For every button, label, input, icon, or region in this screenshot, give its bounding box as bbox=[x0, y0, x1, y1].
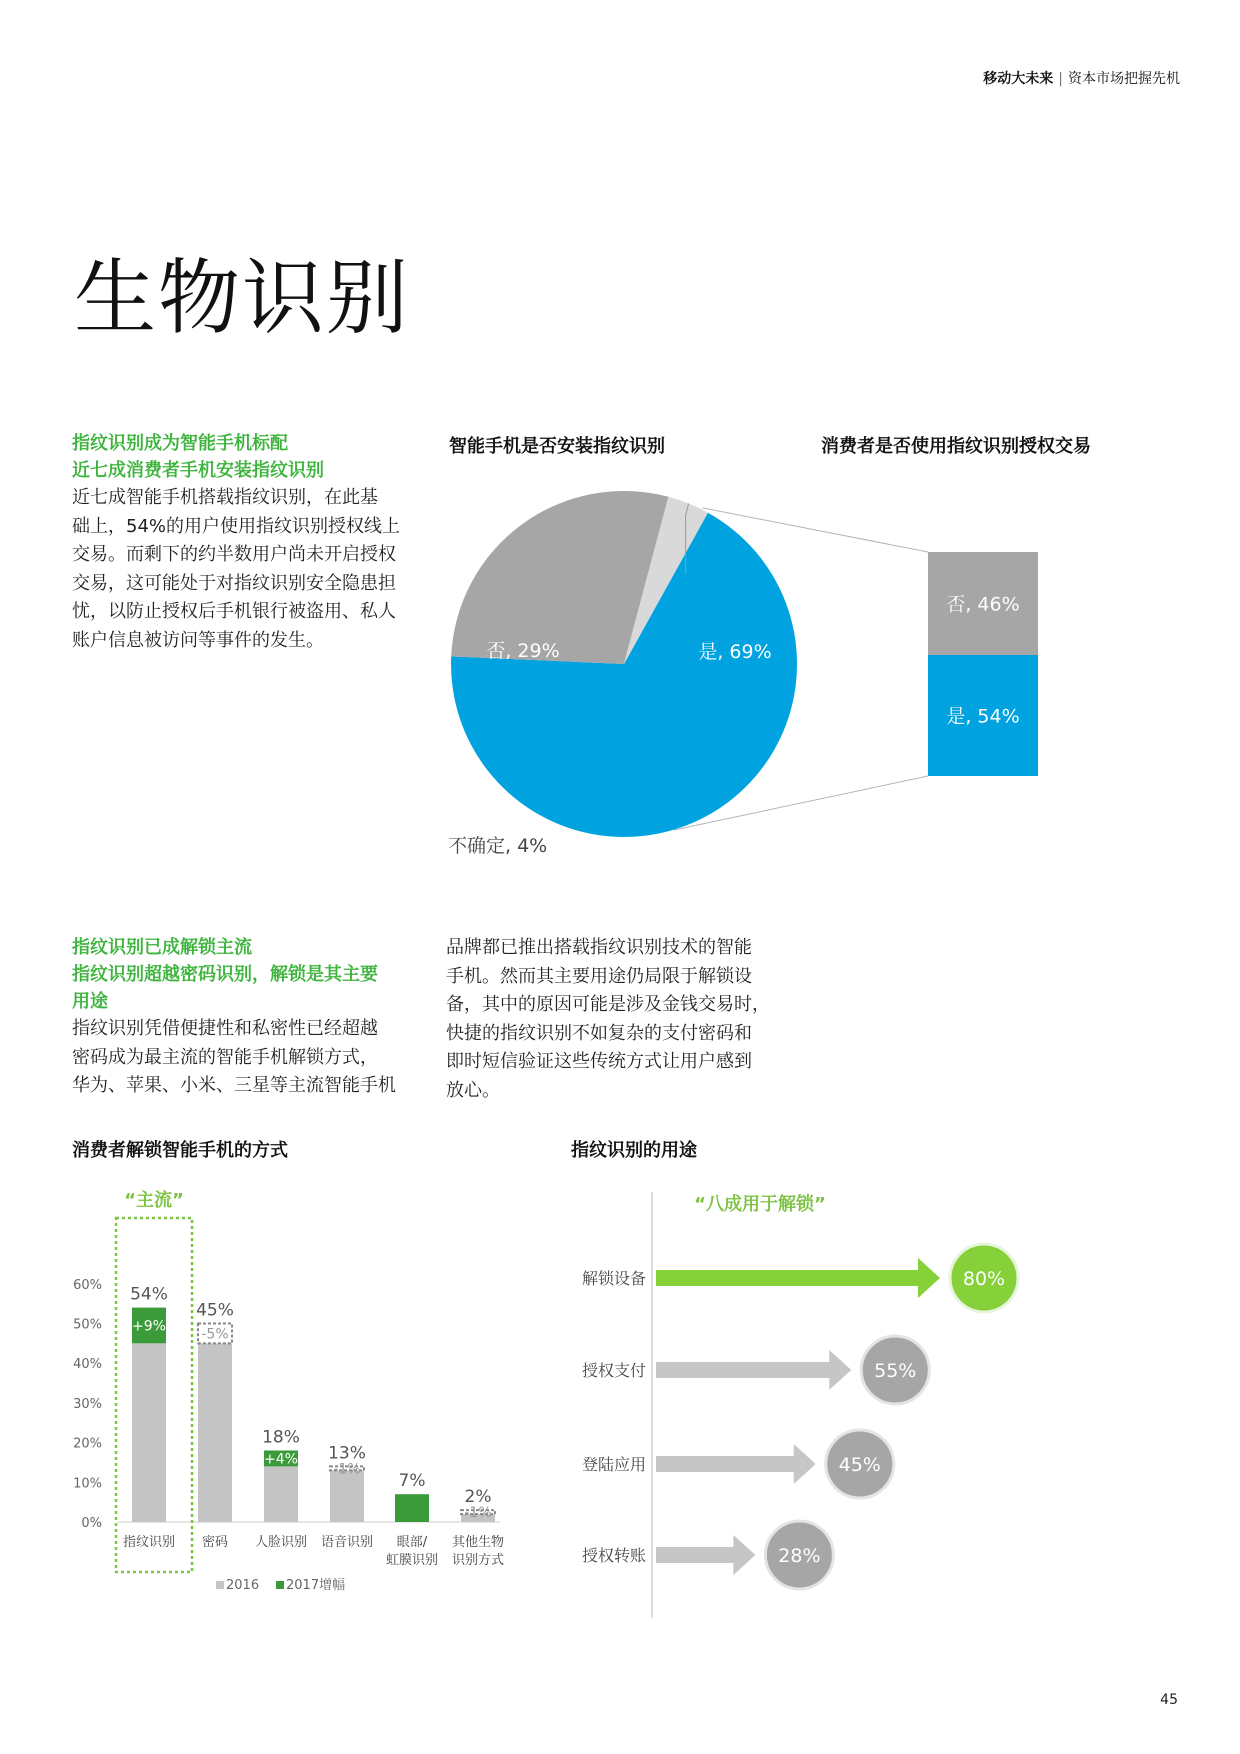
mainstream-label: “主流” bbox=[124, 1190, 184, 1211]
section2-right-line-5: 即时短信验证这些传统方式让用户感到 bbox=[446, 1051, 752, 1072]
bar-total-label: 54% bbox=[130, 1284, 168, 1305]
bar-total-label: 45% bbox=[196, 1300, 234, 1321]
stack-chart-title: 消费者是否使用指纹识别授权交易 bbox=[821, 436, 1091, 457]
section2-heading3: 用途 bbox=[72, 991, 108, 1012]
section2-left-line-2: 密码成为最主流的智能手机解锁方式， bbox=[72, 1046, 378, 1068]
bar-2016 bbox=[330, 1470, 364, 1522]
y-tick-label: 0% bbox=[81, 1516, 102, 1531]
section1-line-2: 础上，54%的用户使用指纹识别授权线上 bbox=[72, 515, 401, 537]
bar-change-label: +9% bbox=[132, 1318, 166, 1335]
section2-right-text bbox=[446, 934, 806, 1105]
section1-line-3: 交易。而剩下的约半数用户尚未开启授权 bbox=[72, 544, 396, 565]
usage-category-label: 解锁设备 bbox=[581, 1269, 646, 1288]
page-title: 生物识别 bbox=[74, 251, 411, 346]
pie-label-no: 否, 29% bbox=[486, 640, 560, 662]
bar-category-label: 其他生物 bbox=[451, 1535, 505, 1550]
y-tick-label: 60% bbox=[73, 1277, 102, 1293]
usage-arrow-chart bbox=[560, 1170, 1020, 1630]
section1-line-6: 账户信息被访问等事件的发生。 bbox=[72, 629, 324, 651]
section2-right-line-6: 放心。 bbox=[446, 1079, 500, 1101]
bar-category-label: 虹膜识别 bbox=[385, 1553, 439, 1568]
usage-value-label: 80% bbox=[962, 1268, 1006, 1290]
section1-line-5: 忧，以防止授权后手机银行被盗用、私人 bbox=[72, 601, 396, 622]
usage-highlight-label: “八成用于解锁” bbox=[694, 1194, 826, 1215]
bar-2016 bbox=[132, 1343, 166, 1522]
usage-value-label: 28% bbox=[778, 1545, 821, 1567]
pie-label-yes: 是, 69% bbox=[698, 641, 772, 663]
usage-value-label: 45% bbox=[838, 1454, 881, 1476]
usage-arrow-marks bbox=[582, 1244, 1018, 1589]
stack-label-no: 否, 46% bbox=[946, 593, 1020, 616]
usage-arrow bbox=[656, 1258, 940, 1298]
bar-total-label: 7% bbox=[398, 1471, 426, 1492]
usage-category-label: 登陆应用 bbox=[581, 1455, 646, 1474]
section2-right-line-3: 备，其中的原因可能是涉及金钱交易时， bbox=[446, 994, 770, 1015]
section1-heading1: 指纹识别成为智能手机标配 bbox=[72, 433, 288, 454]
bar-2017-increase bbox=[395, 1494, 429, 1522]
header-subtitle: 资本市场把握先机 bbox=[1068, 71, 1180, 87]
legend-swatch-2016 bbox=[216, 1581, 224, 1589]
section2-left-text bbox=[72, 934, 432, 1101]
section2-left-line-3: 华为、苹果、小米、三星等主流智能手机 bbox=[72, 1075, 396, 1096]
bar-category-label: 密码 bbox=[201, 1535, 229, 1550]
usage-value-label: 55% bbox=[874, 1360, 917, 1382]
y-tick-label: 50% bbox=[73, 1317, 102, 1333]
bar-category-label: 指纹识别 bbox=[122, 1535, 176, 1550]
bar-total-label: 13% bbox=[328, 1443, 366, 1464]
bar-category-label: 识别方式 bbox=[451, 1553, 505, 1568]
bar-category-label: 人脸识别 bbox=[254, 1535, 308, 1550]
bar-category-label: 语音识别 bbox=[320, 1535, 374, 1550]
section1-heading2: 近七成消费者手机安装指纹识别 bbox=[72, 460, 324, 481]
section2-heading2: 指纹识别超越密码识别，解锁是其主要 bbox=[72, 964, 378, 985]
bar-change-label: +4% bbox=[264, 1451, 298, 1468]
usage-arrow bbox=[656, 1535, 755, 1575]
usage-arrow bbox=[656, 1350, 851, 1390]
usage-category-label: 授权支付 bbox=[581, 1361, 646, 1380]
unlock-bar-chart bbox=[0, 1170, 560, 1610]
stack-label-yes: 是, 54% bbox=[946, 705, 1020, 728]
bar-change-label: -5% bbox=[201, 1326, 229, 1343]
section2-right-line-2: 手机。然而其主要用途仍局限于解锁设 bbox=[446, 965, 752, 987]
usage-chart-title: 指纹识别的用途 bbox=[571, 1140, 697, 1161]
bar-change-label: -1% bbox=[333, 1461, 361, 1478]
usage-category-label: 授权转账 bbox=[581, 1546, 646, 1565]
bar-change-label: -1% bbox=[464, 1505, 492, 1522]
page-number: 45 bbox=[1160, 1692, 1178, 1708]
section2-right-line-1: 品牌都已推出搭载指纹识别技术的智能 bbox=[446, 937, 752, 958]
bar-total-label: 2% bbox=[464, 1487, 492, 1508]
section2-right-line-4: 快捷的指纹识别不如复杂的支付密码和 bbox=[446, 1022, 752, 1044]
section1-line-1: 近七成智能手机搭载指纹识别，在此基 bbox=[72, 487, 378, 508]
usage-arrow bbox=[656, 1444, 816, 1484]
header-title: 移动大未来 bbox=[983, 71, 1054, 87]
header-separator: | bbox=[1058, 71, 1063, 87]
y-tick-label: 40% bbox=[73, 1357, 102, 1373]
bar-2016 bbox=[198, 1343, 232, 1522]
section2-heading1: 指纹识别已成解锁主流 bbox=[72, 937, 252, 958]
bar-2016 bbox=[264, 1466, 298, 1522]
bar-category-label: 眼部/ bbox=[396, 1535, 428, 1550]
section1-line-4: 交易，这可能处于对指纹识别安全隐患担 bbox=[72, 572, 396, 594]
legend-label-2017: 2017增幅 bbox=[286, 1578, 346, 1593]
legend-swatch-2017 bbox=[276, 1581, 284, 1589]
y-tick-label: 20% bbox=[73, 1436, 102, 1452]
bar-chart-marks bbox=[123, 1285, 504, 1568]
legend-label-2016: 2016 bbox=[226, 1578, 260, 1593]
section2-left-line-1: 指纹识别凭借便捷性和私密性已经超越 bbox=[72, 1018, 378, 1039]
bar-total-label: 18% bbox=[262, 1427, 300, 1448]
pie-chart-title: 智能手机是否安装指纹识别 bbox=[449, 436, 665, 457]
y-tick-label: 10% bbox=[73, 1476, 102, 1492]
pie-label-unsure: 不确定, 4% bbox=[448, 835, 548, 857]
unlock-chart-title: 消费者解锁智能手机的方式 bbox=[72, 1140, 288, 1161]
y-tick-label: 30% bbox=[73, 1396, 102, 1412]
